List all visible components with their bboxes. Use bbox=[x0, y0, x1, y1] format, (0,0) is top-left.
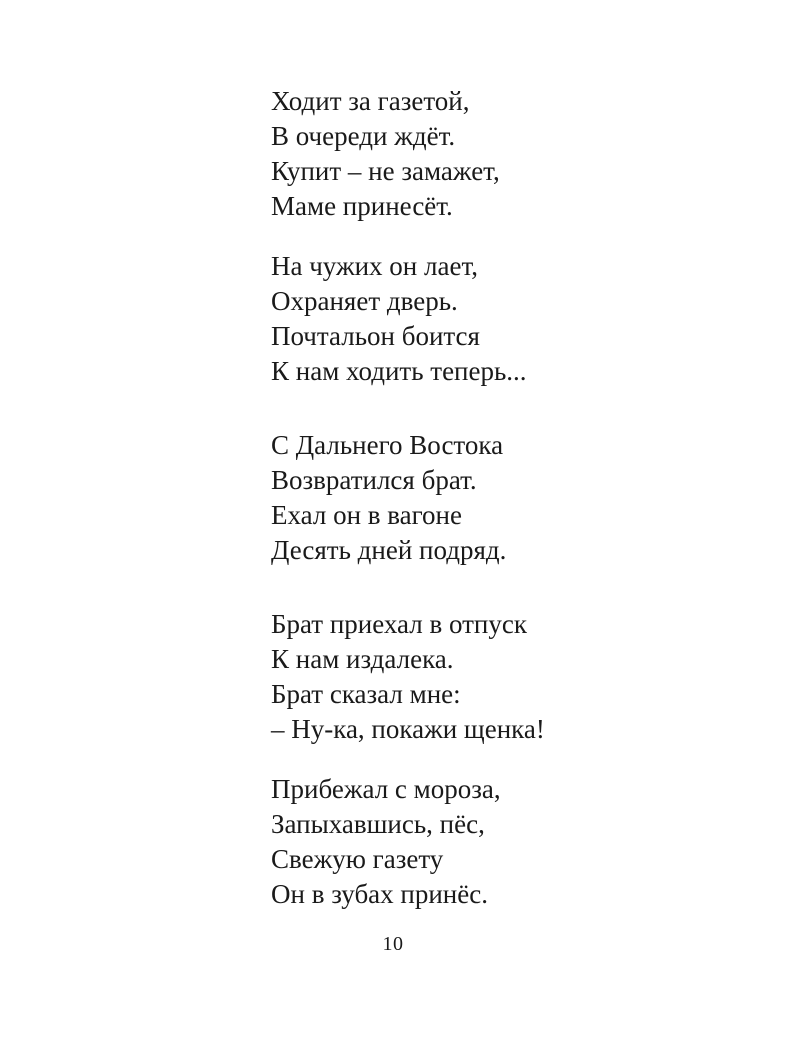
poem-line: К нам ходить теперь... bbox=[271, 356, 527, 386]
stanza bbox=[271, 772, 751, 912]
poem-line: Десять дней подряд. bbox=[271, 535, 507, 565]
poem-line: Охраняет дверь. bbox=[271, 286, 458, 316]
stanza bbox=[271, 607, 751, 747]
poem-line: На чужих он лает, bbox=[271, 251, 478, 281]
stanza bbox=[271, 84, 751, 224]
poem-line: К нам издалека. bbox=[271, 644, 454, 674]
poem-line: Он в зубах принёс. bbox=[271, 879, 488, 909]
poem-line: Ходит за газетой, bbox=[271, 86, 470, 116]
poem-line: – Ну-ка, покажи щенка! bbox=[271, 714, 545, 744]
poem-line: Ехал он в вагоне bbox=[271, 500, 462, 530]
stanza bbox=[271, 428, 751, 568]
poem-line: С Дальнего Востока bbox=[271, 430, 504, 460]
poem-text bbox=[271, 84, 751, 912]
poem-line: Возвратился брат. bbox=[271, 465, 477, 495]
poem-line: Запыхавшись, пёс, bbox=[271, 809, 485, 839]
poem-line: Брат сказал мне: bbox=[271, 679, 461, 709]
poem-line: Прибежал с мороза, bbox=[271, 774, 501, 804]
poem-line: Почтальон боится bbox=[271, 321, 480, 351]
page-number: 10 bbox=[382, 933, 404, 955]
poem-line: В очереди ждёт. bbox=[271, 121, 456, 151]
poem-line: Брат приехал в отпуск bbox=[271, 609, 527, 639]
poem-line: Маме принесёт. bbox=[271, 191, 453, 221]
stanza bbox=[271, 249, 751, 389]
poem-line: Купит – не замажет, bbox=[271, 156, 500, 186]
poem-line: Свежую газету bbox=[271, 844, 444, 874]
